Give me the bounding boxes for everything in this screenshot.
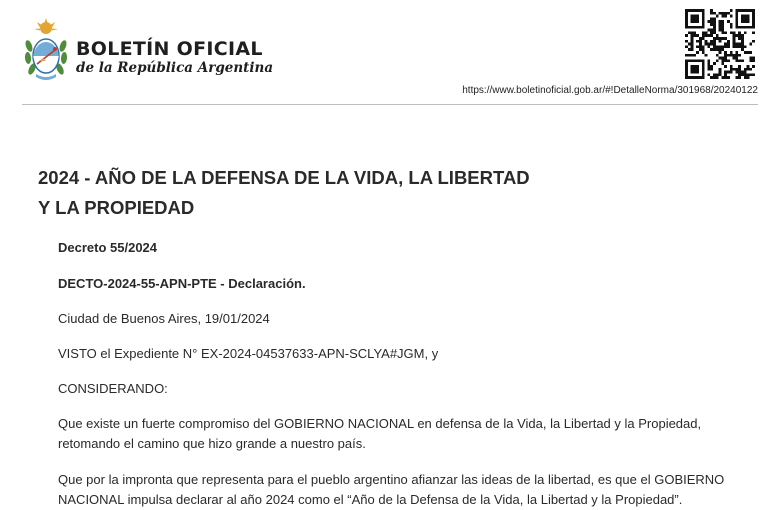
- decree-number: Decreto 55/2024: [58, 240, 158, 255]
- year-heading-line-1: 2024 - AÑO DE LA DEFENSA DE LA VIDA, LA LIBERTAD: [38, 167, 530, 188]
- paragraph-1-line-1: Que existe un fuerte compromiso del GOBIERNO NACIONAL en defensa de la Vida, la Libertad y la Propiedad,: [58, 416, 702, 431]
- header-divider: [22, 104, 758, 105]
- place-date: Ciudad de Buenos Aires, 19/01/2024: [58, 311, 270, 326]
- paragraph-2: [58, 470, 738, 510]
- year-heading-line-2: Y LA PROPIEDAD: [38, 197, 195, 218]
- paragraph-2-line-2: NACIONAL impulsa declarar al año 2024 como el “Año de la Defensa de la Vida, la Libertad y la Propiedad”.: [58, 492, 683, 507]
- page-header: [0, 0, 780, 105]
- paragraph-2-line-1: Que por la impronta que representa para el pueblo argentino afianzar las ideas de la libertad, es que el GOBIERNO: [58, 472, 725, 487]
- brand-title: BOLETÍN OFICIAL: [76, 38, 263, 60]
- paragraph-1: [58, 414, 738, 454]
- year-heading: [38, 163, 638, 223]
- argentina-coat-of-arms-icon: [22, 16, 70, 82]
- decree-code: DECTO-2024-55-APN-PTE - Declaración.: [58, 276, 306, 291]
- brand-subtitle: de la República Argentina: [76, 60, 274, 76]
- paragraph-1-line-2: retomando el camino que hizo grande a nuestro país.: [58, 436, 366, 451]
- qr-code-icon: [685, 9, 755, 79]
- considerando-heading: CONSIDERANDO:: [58, 381, 168, 396]
- visto-paragraph: VISTO el Expediente N° EX-2024-04537633-APN-SCLYA#JGM, y: [58, 346, 439, 361]
- document-url[interactable]: https://www.boletinoficial.gob.ar/#!DetalleNorma/301968/20240122: [462, 85, 758, 96]
